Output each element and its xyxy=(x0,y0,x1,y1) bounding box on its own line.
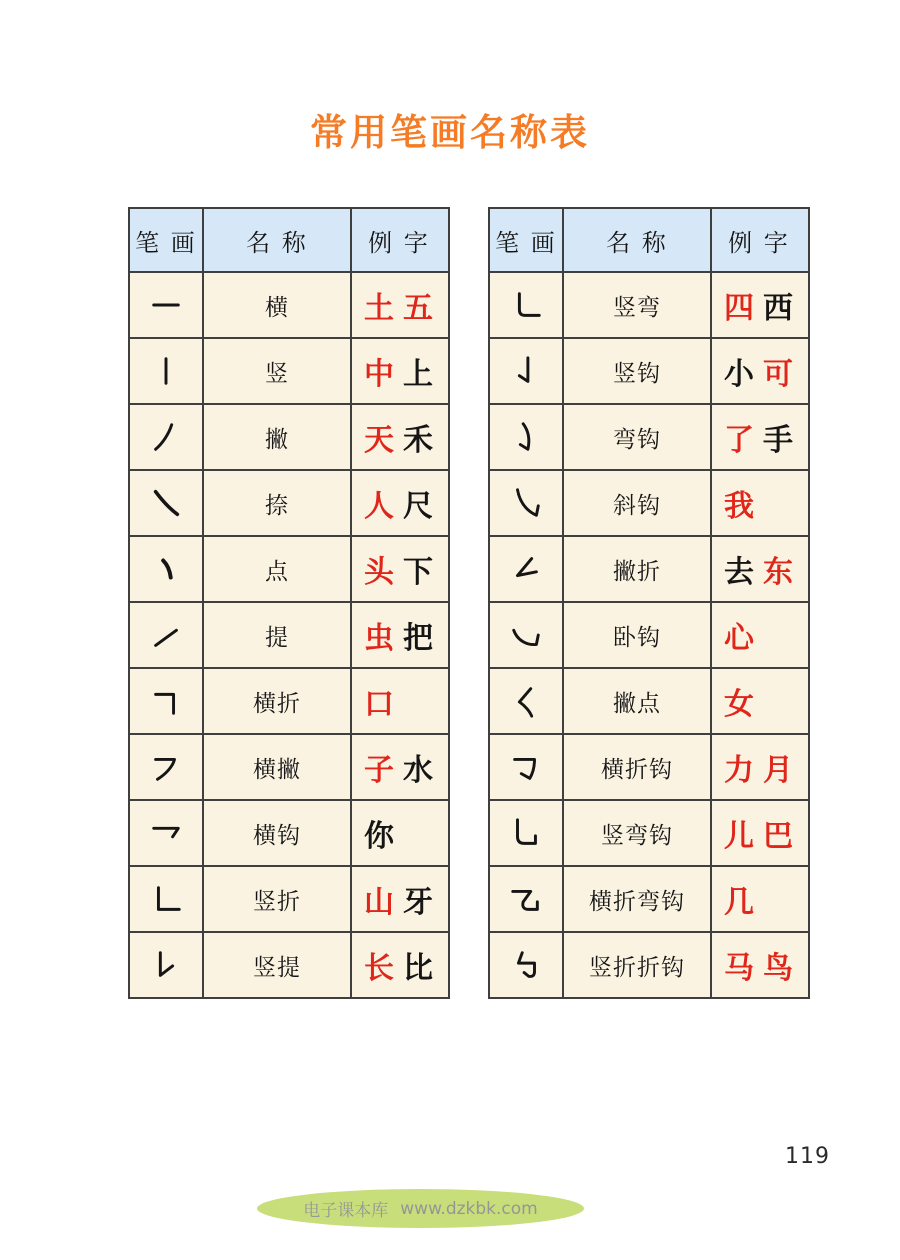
stroke-glyph-shuti xyxy=(130,933,204,997)
example-char: 虫 xyxy=(364,621,394,656)
stroke-name: 弯钩 xyxy=(564,405,712,469)
header-cell-example: 例 字 xyxy=(728,228,790,257)
table-row xyxy=(130,799,448,865)
stroke-name: 点 xyxy=(204,537,352,601)
example-char: 中 xyxy=(364,357,394,392)
table-row xyxy=(490,733,808,799)
table-row xyxy=(490,271,808,337)
stroke-glyph-piezhe xyxy=(490,537,564,601)
example-characters xyxy=(352,669,446,733)
stroke-glyph-pie xyxy=(130,405,204,469)
example-char: 人 xyxy=(364,489,394,524)
stroke-glyph-ti xyxy=(130,603,204,667)
example-characters xyxy=(352,405,446,469)
table-row xyxy=(130,469,448,535)
table-row xyxy=(130,667,448,733)
example-characters xyxy=(352,933,446,997)
stroke-name: 横折弯钩 xyxy=(564,867,712,931)
example-char: 心 xyxy=(724,621,754,656)
example-char: 水 xyxy=(403,753,433,788)
stroke-name: 横折 xyxy=(204,669,352,733)
header-cell-name: 名 称 xyxy=(204,209,352,271)
stroke-glyph-shuzhezhegou xyxy=(490,933,564,997)
table-row xyxy=(130,271,448,337)
stroke-name: 横钩 xyxy=(204,801,352,865)
header-cell-stroke: 笔 画 xyxy=(490,209,564,271)
table-row xyxy=(130,403,448,469)
example-char: 女 xyxy=(724,687,754,722)
example-characters xyxy=(352,867,446,931)
watermark-badge xyxy=(257,1189,584,1228)
example-char: 四 xyxy=(724,291,754,326)
table-row xyxy=(130,733,448,799)
example-char: 五 xyxy=(403,291,433,326)
table-row xyxy=(490,601,808,667)
example-char: 可 xyxy=(763,357,793,392)
header-cell-example: 例 字 xyxy=(368,228,430,257)
stroke-name: 竖提 xyxy=(204,933,352,997)
table-row xyxy=(490,799,808,865)
stroke-glyph-wogou xyxy=(490,603,564,667)
table-row xyxy=(490,469,808,535)
example-characters xyxy=(352,471,446,535)
example-char: 马 xyxy=(724,951,754,986)
stroke-glyph-shuwan xyxy=(490,273,564,337)
example-characters xyxy=(712,339,806,403)
example-char: 去 xyxy=(724,555,754,590)
stroke-glyph-xiegou xyxy=(490,471,564,535)
stroke-glyph-shuzhe xyxy=(130,867,204,931)
example-char: 把 xyxy=(403,621,433,656)
table-row xyxy=(130,865,448,931)
example-char: 子 xyxy=(364,753,394,788)
stroke-name: 斜钩 xyxy=(564,471,712,535)
page-title: 常用笔画名称表 xyxy=(310,110,590,154)
stroke-glyph-dian xyxy=(130,537,204,601)
example-char: 东 xyxy=(763,555,793,590)
stroke-glyph-na xyxy=(130,471,204,535)
example-characters xyxy=(712,537,806,601)
example-char: 你 xyxy=(364,819,394,854)
table-row xyxy=(130,931,448,997)
stroke-table-right xyxy=(488,207,810,999)
example-characters xyxy=(352,339,446,403)
example-char: 巴 xyxy=(763,819,793,854)
table-row xyxy=(490,403,808,469)
example-char: 下 xyxy=(403,555,433,590)
table-row xyxy=(130,535,448,601)
stroke-shape-icon xyxy=(509,288,543,322)
stroke-shape-icon xyxy=(149,354,183,388)
example-characters xyxy=(352,603,446,667)
stroke-shape-icon xyxy=(149,816,183,850)
example-char: 月 xyxy=(763,753,793,788)
example-characters xyxy=(712,669,806,733)
stroke-glyph-henggou xyxy=(130,801,204,865)
example-characters xyxy=(352,801,446,865)
page-number: 119 xyxy=(785,1144,830,1169)
stroke-name: 竖弯钩 xyxy=(564,801,712,865)
table-row xyxy=(130,601,448,667)
table-header-row xyxy=(490,209,808,271)
stroke-glyph-shu xyxy=(130,339,204,403)
stroke-shape-icon xyxy=(149,486,183,520)
stroke-name: 横撇 xyxy=(204,735,352,799)
table-row xyxy=(130,337,448,403)
stroke-shape-icon xyxy=(149,882,183,916)
stroke-glyph-hengzhegou xyxy=(490,735,564,799)
stroke-name: 横 xyxy=(204,273,352,337)
example-char: 口 xyxy=(364,687,394,722)
stroke-name: 横折钩 xyxy=(564,735,712,799)
stroke-shape-icon xyxy=(509,816,543,850)
example-char: 小 xyxy=(724,357,754,392)
stroke-shape-icon xyxy=(149,948,183,982)
example-char: 鸟 xyxy=(763,951,793,986)
stroke-name: 竖折折钩 xyxy=(564,933,712,997)
example-characters xyxy=(352,735,446,799)
example-char: 天 xyxy=(364,423,394,458)
header-cell-stroke: 笔 画 xyxy=(130,209,204,271)
example-char: 上 xyxy=(403,357,433,392)
example-characters xyxy=(712,405,806,469)
stroke-shape-icon xyxy=(149,750,183,784)
stroke-shape-icon xyxy=(509,948,543,982)
example-characters xyxy=(712,471,806,535)
watermark-site-name: 电子课本库 xyxy=(303,1201,389,1221)
stroke-name: 竖钩 xyxy=(564,339,712,403)
stroke-glyph-shuwangou xyxy=(490,801,564,865)
example-char: 我 xyxy=(724,489,754,524)
stroke-glyph-wangou xyxy=(490,405,564,469)
example-char: 尺 xyxy=(403,489,433,524)
example-char: 手 xyxy=(763,423,793,458)
stroke-shape-icon xyxy=(509,354,543,388)
example-char: 几 xyxy=(724,885,754,920)
stroke-shape-icon xyxy=(149,420,183,454)
stroke-name: 竖折 xyxy=(204,867,352,931)
example-characters xyxy=(712,603,806,667)
stroke-name: 竖弯 xyxy=(564,273,712,337)
stroke-shape-icon xyxy=(509,882,543,916)
example-char: 土 xyxy=(364,291,394,326)
example-char: 了 xyxy=(724,423,754,458)
stroke-glyph-hengzhewangou xyxy=(490,867,564,931)
example-characters xyxy=(712,801,806,865)
example-characters xyxy=(712,933,806,997)
stroke-glyph-hengzhe xyxy=(130,669,204,733)
watermark-url: www.dzkbk.com xyxy=(400,1198,538,1219)
stroke-shape-icon xyxy=(149,288,183,322)
example-characters xyxy=(712,273,806,337)
stroke-glyph-hengpie xyxy=(130,735,204,799)
example-characters xyxy=(712,735,806,799)
stroke-shape-icon xyxy=(509,618,543,652)
example-char: 比 xyxy=(403,951,433,986)
table-row xyxy=(490,667,808,733)
stroke-shape-icon xyxy=(149,618,183,652)
header-cell-name: 名 称 xyxy=(564,209,712,271)
example-char: 牙 xyxy=(403,885,433,920)
table-row xyxy=(490,337,808,403)
stroke-glyph-shugou xyxy=(490,339,564,403)
example-char: 力 xyxy=(724,753,754,788)
table-row xyxy=(490,535,808,601)
stroke-shape-icon xyxy=(149,552,183,586)
stroke-name: 提 xyxy=(204,603,352,667)
example-char: 长 xyxy=(364,951,394,986)
stroke-shape-icon xyxy=(509,420,543,454)
example-characters xyxy=(712,867,806,931)
example-char: 头 xyxy=(364,555,394,590)
stroke-shape-icon xyxy=(149,684,183,718)
stroke-shape-icon xyxy=(509,552,543,586)
example-char: 山 xyxy=(364,885,394,920)
example-char: 西 xyxy=(763,291,793,326)
table-row xyxy=(490,865,808,931)
stroke-name: 撇折 xyxy=(564,537,712,601)
stroke-table-left xyxy=(128,207,450,999)
stroke-name: 撇点 xyxy=(564,669,712,733)
example-char: 儿 xyxy=(724,819,754,854)
example-characters xyxy=(352,273,446,337)
stroke-name: 竖 xyxy=(204,339,352,403)
table-row xyxy=(490,931,808,997)
stroke-glyph-heng xyxy=(130,273,204,337)
stroke-glyph-piedian xyxy=(490,669,564,733)
stroke-name: 捺 xyxy=(204,471,352,535)
stroke-name: 卧钩 xyxy=(564,603,712,667)
example-char: 禾 xyxy=(403,423,433,458)
example-characters xyxy=(352,537,446,601)
stroke-name: 撇 xyxy=(204,405,352,469)
stroke-shape-icon xyxy=(509,750,543,784)
stroke-shape-icon xyxy=(509,684,543,718)
table-header-row xyxy=(130,209,448,271)
stroke-shape-icon xyxy=(509,486,543,520)
